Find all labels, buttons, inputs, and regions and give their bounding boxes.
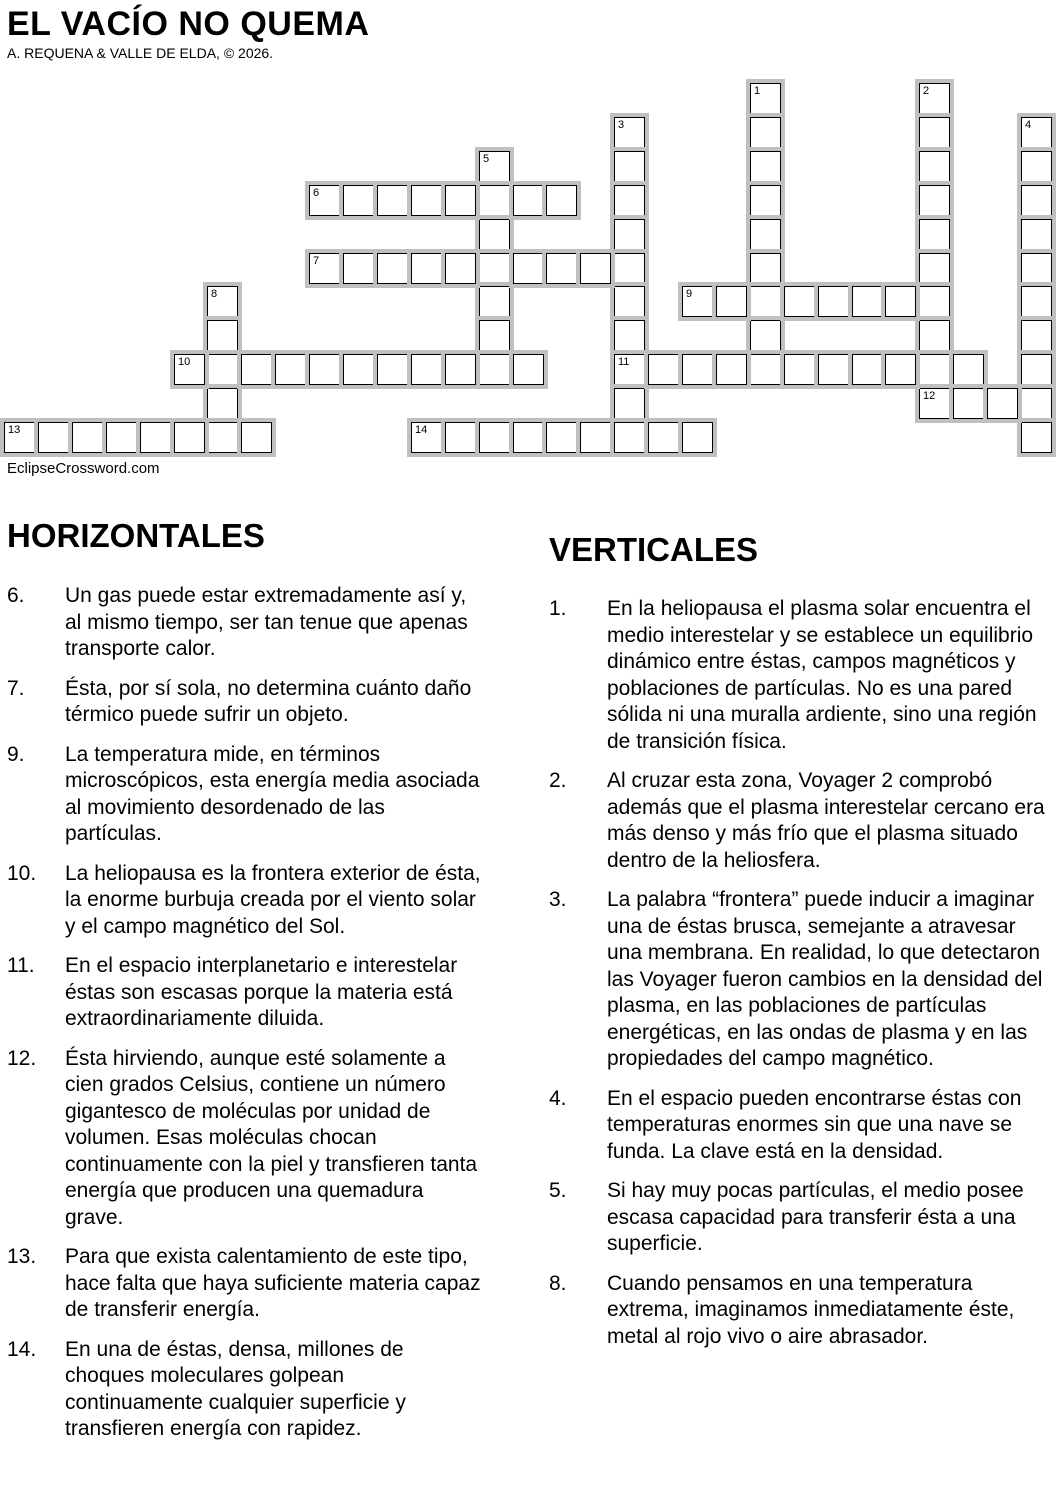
grid-cell[interactable] [682, 286, 713, 317]
puzzle-title: EL VACÍO NO QUEMA [7, 5, 370, 43]
grid-cell[interactable] [750, 253, 781, 284]
grid-cell[interactable] [309, 253, 340, 284]
grid-cell[interactable] [885, 354, 916, 385]
clue-number: 9 [686, 288, 693, 300]
clue-item-number: 7. [7, 676, 25, 700]
clue-number: 1 [754, 85, 761, 97]
clue-item [7, 583, 487, 663]
clue-item-text: Un gas puede estar extremadamente así y, al mismo tiempo, ser tan tenue que apenas transporte calor. [65, 584, 468, 660]
grid-cell[interactable] [546, 253, 577, 284]
grid-cell[interactable] [919, 253, 950, 284]
grid-cell[interactable] [614, 388, 645, 419]
crossword-grid [0, 77, 1058, 461]
clue-item [7, 1046, 487, 1232]
clue-item [549, 1271, 1049, 1351]
grid-cell[interactable] [1021, 354, 1052, 385]
clue-item [549, 887, 1049, 1073]
clue-number: 7 [313, 255, 320, 267]
clue-item-text: En una de éstas, densa, millones de choques moleculares golpean continuamente cualquier superficie y transfieren energía con rapidez. [65, 1337, 406, 1440]
clue-number: 6 [313, 187, 320, 199]
grid-cell[interactable] [207, 422, 238, 453]
clue-item-text: La temperatura mide, en términos microscópicos, esta energía media asociada al movimiento desordenado de las partículas. [65, 742, 480, 845]
grid-cell[interactable] [4, 422, 35, 453]
clue-number: 12 [923, 390, 936, 402]
clue-item [7, 1244, 487, 1324]
grid-cell[interactable] [1021, 151, 1052, 182]
grid-cell[interactable] [614, 422, 645, 453]
grid-cell[interactable] [546, 422, 577, 453]
grid-cell[interactable] [919, 185, 950, 216]
clue-item-text: Ésta, por sí sola, no determina cuánto daño térmico puede sufrir un objeto. [65, 676, 472, 726]
grid-cell[interactable] [580, 253, 611, 284]
grid-cell[interactable] [1021, 286, 1052, 317]
clue-number: 5 [483, 153, 490, 165]
grid-cell[interactable] [750, 219, 781, 250]
clue-item [549, 596, 1049, 755]
grid-cell[interactable] [648, 354, 679, 385]
clue-item-number: 12. [7, 1046, 37, 1070]
clue-item-text: La heliopausa es la frontera exterior de ésta, la enorme burbuja creada por el viento solar y el campo magnético del Sol. [65, 861, 481, 938]
grid-cell[interactable] [919, 219, 950, 250]
clue-number: 14 [415, 424, 428, 436]
grid-cell[interactable] [513, 185, 544, 216]
grid-cell[interactable] [513, 422, 544, 453]
grid-cell[interactable] [919, 117, 950, 148]
clue-number: 3 [618, 119, 625, 131]
grid-cell[interactable] [919, 320, 950, 351]
grid-cell[interactable] [1021, 219, 1052, 250]
grid-cell[interactable] [106, 422, 137, 453]
grid-cell[interactable] [241, 354, 272, 385]
clue-item-text: Al cruzar esta zona, Voyager 2 comprobó además que el plasma interestelar cercano era más denso y más frío que el plasma situado dentro de la heliosfera. [607, 769, 1045, 872]
grid-cell[interactable] [343, 185, 374, 216]
grid-cell[interactable] [614, 286, 645, 317]
across-heading: HORIZONTALES [7, 517, 265, 554]
grid-cell[interactable] [919, 151, 950, 182]
clue-item [7, 861, 487, 941]
grid-cell[interactable] [241, 422, 272, 453]
grid-cell[interactable] [919, 286, 950, 317]
grid-cell[interactable] [953, 388, 984, 419]
grid-cell[interactable] [445, 354, 476, 385]
grid-cell[interactable] [852, 354, 883, 385]
grid-cell[interactable] [411, 253, 442, 284]
clue-number: 2 [923, 85, 930, 97]
grid-cell[interactable] [614, 219, 645, 250]
grid-cell[interactable] [343, 253, 374, 284]
grid-cell[interactable] [411, 185, 442, 216]
grid-cell[interactable] [750, 354, 781, 385]
grid-cell[interactable] [174, 354, 205, 385]
grid-cell[interactable] [614, 354, 645, 385]
grid-cell[interactable] [207, 388, 238, 419]
grid-cell[interactable] [546, 185, 577, 216]
grid-cell[interactable] [479, 219, 510, 250]
grid-cell[interactable] [38, 422, 69, 453]
clue-item-number: 8. [549, 1271, 567, 1295]
grid-cell[interactable] [479, 253, 510, 284]
grid-cell[interactable] [614, 117, 645, 148]
clue-number: 10 [178, 356, 191, 368]
grid-cell[interactable] [479, 354, 510, 385]
clue-number: 11 [618, 356, 630, 368]
clue-item-number: 1. [549, 597, 567, 620]
clue-item-text: En la heliopausa el plasma solar encuentra el medio interestelar y se establece un equilibrio dinámico entre éstas, campos magnéticos y poblaciones de partículas. No es una pared sólida ni una muralla ardiente, sino una región de transición física. [607, 597, 1037, 753]
grid-cell[interactable] [750, 320, 781, 351]
grid-cell[interactable] [1021, 388, 1052, 419]
across-clue-list [7, 583, 487, 1456]
clue-item [549, 1086, 1049, 1166]
clue-item-number: 5. [549, 1179, 567, 1202]
grid-cell[interactable] [852, 286, 883, 317]
puzzle-subtitle: A. REQUENA & VALLE DE ELDA, © 2026. [7, 45, 274, 61]
grid-cell[interactable] [682, 354, 713, 385]
grid-cell[interactable] [682, 422, 713, 453]
grid-cell[interactable] [72, 422, 103, 453]
grid-cell[interactable] [987, 388, 1018, 419]
grid-cell[interactable] [1021, 253, 1052, 284]
grid-cell[interactable] [1021, 185, 1052, 216]
grid-cell[interactable] [818, 354, 849, 385]
clue-item-text: Ésta hirviendo, aunque esté solamente a cien grados Celsius, contiene un número gigantesco de moléculas por unidad de volumen. Esas moléculas chocan continuamente con la piel y transfieren tanta energía que producen una quemadura grave. [65, 1046, 478, 1229]
clue-item-number: 2. [549, 769, 567, 792]
grid-cell[interactable] [411, 354, 442, 385]
clue-item [7, 1337, 487, 1443]
grid-cell[interactable] [377, 354, 408, 385]
grid-cell[interactable] [479, 422, 510, 453]
clue-number: 4 [1025, 119, 1032, 131]
grid-cell[interactable] [716, 286, 747, 317]
grid-cell[interactable] [648, 422, 679, 453]
clue-item-number: 10. [7, 861, 37, 885]
grid-cell[interactable] [885, 286, 916, 317]
grid-cell[interactable] [716, 354, 747, 385]
grid-cell[interactable] [445, 185, 476, 216]
grid-cell[interactable] [1021, 422, 1052, 453]
grid-cell[interactable] [411, 422, 442, 453]
grid-cell[interactable] [614, 151, 645, 182]
grid-cell[interactable] [445, 422, 476, 453]
grid-cell[interactable] [174, 422, 205, 453]
grid-cell[interactable] [614, 185, 645, 216]
grid-cell[interactable] [275, 354, 306, 385]
grid-cell[interactable] [140, 422, 171, 453]
clue-item-text: Para que exista calentamiento de este tipo, hace falta que haya suficiente materia capaz de transferir energía. [65, 1245, 481, 1321]
grid-cell[interactable] [818, 286, 849, 317]
clue-item-text: Si hay muy pocas partículas, el medio posee escasa capacidad para transferir ésta a una superficie. [607, 1179, 1024, 1255]
grid-cell[interactable] [207, 320, 238, 351]
grid-cell[interactable] [784, 354, 815, 385]
grid-cell[interactable] [1021, 320, 1052, 351]
credit-text: EclipseCrossword.com [7, 460, 160, 477]
grid-cell[interactable] [445, 253, 476, 284]
clue-number: 8 [211, 288, 218, 300]
grid-cell[interactable] [377, 185, 408, 216]
grid-cell[interactable] [377, 253, 408, 284]
clue-item-number: 13. [7, 1245, 37, 1268]
down-heading: VERTICALES [549, 531, 759, 568]
grid-cell[interactable] [479, 286, 510, 317]
clue-item-text: La palabra “frontera” puede inducir a imaginar una de éstas brusca, semejante a atravesar una membrana. En realidad, lo que detectaron las Voyager fueron cambios en la densidad del plasma, en las poblaciones de partículas energéticas, en las ondas de plasma y en las propiedades del campo magnético. [607, 888, 1043, 1070]
clue-item [7, 676, 487, 729]
clue-item [549, 1178, 1049, 1258]
clue-item-text: Cuando pensamos en una temperatura extrema, imaginamos inmediatamente éste, metal al rojo vivo o aire abrasador. [607, 1271, 1015, 1348]
grid-cell[interactable] [750, 83, 781, 114]
grid-cell[interactable] [580, 422, 611, 453]
grid-cell[interactable] [513, 253, 544, 284]
grid-cell[interactable] [207, 286, 238, 317]
clue-item-number: 9. [7, 742, 25, 766]
grid-cell[interactable] [919, 354, 950, 385]
grid-cell[interactable] [614, 320, 645, 351]
grid-cell[interactable] [750, 117, 781, 148]
down-clue-list [549, 596, 1049, 1363]
grid-cell[interactable] [479, 185, 510, 216]
clue-item-text: En el espacio interplanetario e interestelar éstas son escasas porque la materia está extraordinariamente diluida. [65, 954, 458, 1030]
grid-cell[interactable] [479, 320, 510, 351]
grid-cell[interactable] [1021, 117, 1052, 148]
grid-cell[interactable] [309, 354, 340, 385]
clue-item-number: 11. [7, 954, 35, 977]
clue-item-number: 4. [549, 1086, 567, 1110]
grid-cell[interactable] [207, 354, 238, 385]
grid-cell[interactable] [513, 354, 544, 385]
grid-cell[interactable] [784, 286, 815, 317]
grid-cell[interactable] [343, 354, 374, 385]
grid-cell[interactable] [309, 185, 340, 216]
clue-item-number: 3. [549, 888, 567, 911]
grid-cell[interactable] [919, 83, 950, 114]
clue-number: 13 [8, 424, 21, 436]
grid-cell[interactable] [750, 286, 781, 317]
grid-cell[interactable] [750, 185, 781, 216]
grid-cell[interactable] [919, 388, 950, 419]
clue-item-number: 6. [7, 584, 25, 607]
clue-item-text: En el espacio pueden encontrarse éstas con temperaturas enormes sin que una nave se funda. La clave está en la densidad. [607, 1086, 1022, 1163]
grid-cell[interactable] [750, 151, 781, 182]
grid-cell[interactable] [479, 151, 510, 182]
clue-item [7, 742, 487, 848]
clue-item [549, 768, 1049, 874]
grid-cell[interactable] [614, 253, 645, 284]
clue-item [7, 953, 487, 1033]
grid-cell[interactable] [953, 354, 984, 385]
clue-item-number: 14. [7, 1337, 37, 1361]
